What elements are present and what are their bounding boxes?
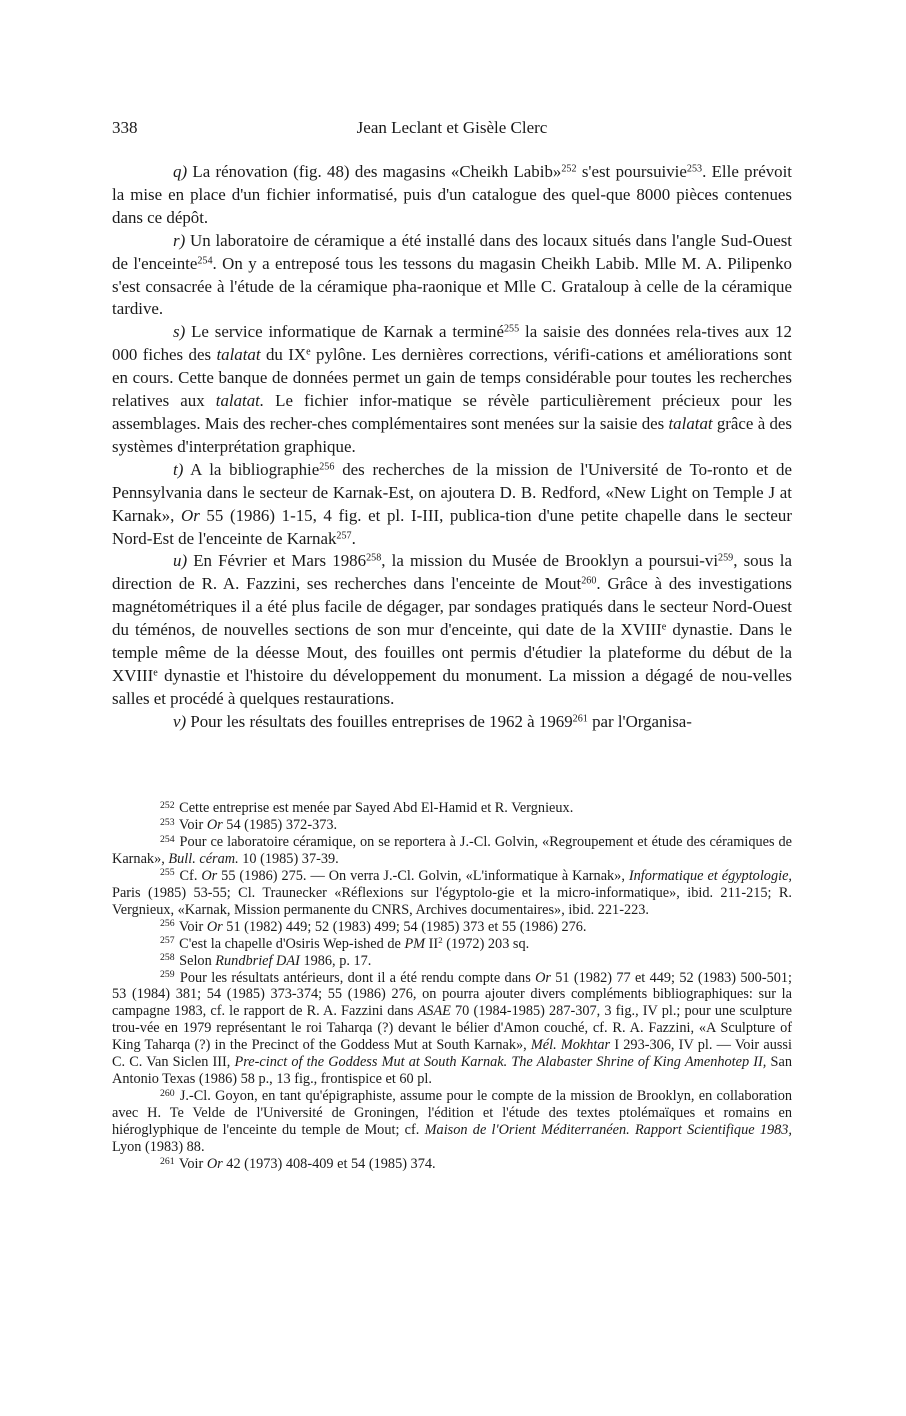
item-letter: q)	[173, 162, 188, 181]
footnote-257: $^{257}$ C'est la chapelle d'Osiris Wep-ished de PM $II^2$ (1972) 203 sq.	[160, 934, 530, 952]
footnote-260: $^{260}$ J.-Cl. Goyon, en tant qu'épigraphiste, assume pour le compte de la mission de Brooklyn, en collaboration avec H. Te Velde de l'Université de Groningen, l'édition et l'étude des textes ptolémaïques et romains en hiéroglyphique de l'enceinte du temple de Mout; cf. Maison de l'Orient Méditerranéen. Rapport Scientifique 1983, Lyon (1983) 88.	[112, 1087, 792, 1156]
item-letter: u)	[173, 551, 188, 571]
paragraph-s: s) Le service informatique de Karnak a terminé$^{255}$ la saisie des données rela-tives aux 12 000 fiches des talatat du IXe pylône. Les dernières corrections, vérifi-cations et améliorations sont en cours. Cette banque de données permet un gain de temps considérable pour toutes les recherches relatives aux talatat. Le fichier infor-matique se révèle particulièrement précieux pour les assemblages. Mais des recher-ches complémentaires sont menées sur la saisie des talatat grâce à des systèmes d'interprétation graphique.	[112, 322, 792, 456]
footnote-ref: 254	[197, 255, 213, 267]
main-text	[112, 161, 792, 734]
footnote-ref: 257	[336, 529, 352, 541]
page-number: 338	[112, 118, 138, 137]
footnote-254: $^{254}$ Pour ce laboratoire céramique, on se reportera à J.-Cl. Golvin, «Regroupement et étude des céramiques de Karnak», Bull. céram. 10 (1985) 37-39.	[112, 833, 792, 867]
footnote-ref: 259	[718, 552, 734, 564]
running-header	[112, 118, 792, 142]
paragraph-v: v) Pour les résultats des fouilles entreprises de 1962 à 1969$^{261}$ par l'Organisa-	[173, 711, 692, 731]
item-letter: s)	[173, 322, 186, 342]
item-letter: t)	[173, 459, 184, 479]
running-title: Jean Leclant et Gisèle Clerc	[356, 118, 548, 137]
footnotes	[112, 800, 792, 1173]
footnote-252: $^{252}$ Cette entreprise est menée par Sayed Abd El-Hamid et R. Vergnieux.	[160, 799, 574, 816]
paragraph-r: r) Un laboratoire de céramique a été installé dans des locaux situés dans l'angle Sud-Ouest de l'enceinte$^{254}$. On y a entreposé tous les tessons du magasin Cheikh Labib. Mlle M. A. Pilipenko s'est consacrée à l'étude de la céramique pha-raonique et Mlle C. Grataloup à celle de la céramique tardive.	[112, 230, 792, 319]
paragraph-t: t) A la bibliographie$^{256}$ des recherches de la mission de l'Université de To-ronto et de Pennsylvania dans le secteur de Karnak-Est, on ajoutera D. B. Redford, «New Light on Temple J at Karnak», Or 55 (1986) 1-15, 4 fig. et pl. I-III, publica-tion d'une petite chapelle dans le secteur Nord-Est de l'enceinte de Karnak$^{257}$.	[112, 459, 792, 548]
footnote-259: $^{259}$ Pour les résultats antérieurs, dont il a été rendu compte dans Or 51 (1982) 77 et 449; 52 (1983) 500-501; 53 (1984) 381; 54 (1985) 373-374; 55 (1986) 276, on pourra ajouter divers compléments bibliographiques: sur la campagne 1983, cf. le rapport de R. A. Fazzini dans ASAE 70 (1984-1985) 287-307, 3 fig., IV pl.; pour une sculpture trou-vée en 1979 représentant le roi Taharqa (?) devant le bélier d'Amon couché, cf. R. A. Fazzini, «A Sculpture of King Taharqa (?) in the Precinct of the Goddess Mut at South Karnak», Mél. Mokhtar I 293-306, IV pl. — Voir aussi C. C. Van Siclen III, Pre-cinct of the Goddess Mut at South Karnak. The Alabaster Shrine of King Amenhotep II, San Antonio Texas (1986) 58 p., 13 fig., frontispice et 60 pl.	[112, 969, 792, 1088]
footnote-256: $^{256}$ Voir Or 51 (1982) 449; 52 (1983) 499; 54 (1985) 373 et 55 (1986) 276.	[160, 918, 587, 935]
footnote-255: $^{255}$ Cf. Or 55 (1986) 275. — On verra J.-Cl. Golvin, «L'informatique à Karnak», Informatique et égyptologie, Paris (1985) 53-55; Cl. Traunecker «Réflexions sur l'égyptolo-gie et la micro-informatique», ibid. 211-215; R. Vergnieux, «Karnak, Mission permanente du CNRS, Archives documentaires», ibid. 221-223.	[112, 867, 792, 918]
item-letter: v)	[173, 711, 187, 731]
footnote-ref: 260	[581, 575, 597, 587]
footnote-ref: 258	[366, 552, 382, 564]
footnote-253: $^{253}$ Voir Or 54 (1985) 372-373.	[160, 816, 338, 833]
item-letter: r)	[173, 230, 186, 250]
footnote-ref: 256	[319, 461, 335, 473]
footnote-258: $^{258}$ Selon Rundbrief DAI 1986, p. 17.	[160, 952, 372, 969]
paragraph-q: q) La rénovation (fig. 48) des magasins «Cheikh Labib»$^{252}$ s'est poursuivie$^{253}$. Elle prévoit la mise en place d'un fichier informatisé, puis d'un catalogue des quel-que 8000 pièces contenues dans ce dépôt.	[112, 162, 792, 227]
footnote-ref: 252	[561, 163, 577, 175]
footnote-ref: 261	[572, 713, 588, 725]
footnote-ref: 255	[503, 323, 520, 335]
footnote-261: $^{261}$ Voir Or 42 (1973) 408-409 et 54 (1985) 374.	[160, 1155, 436, 1173]
footnote-ref: 253	[686, 163, 703, 175]
paragraph-u: u) En Février et Mars 1986$^{258}$, la mission du Musée de Brooklyn a poursui-$vi^{259}$, sous la direction de R. A. Fazzini, ses recherches dans l'enceinte de Mout$^{260}$. Grâce à des investigations magnétométriques il a été plus facile de dégager, par sondages pratiqués dans le secteur Nord-Ouest du téménos, de nouvelles sections de son mur d'enceinte, qui date de la XVIIIe dynastie. Dans le temple même de la déesse Mout, des fouilles ont permis d'étudier la plateforme du début de la XVIIIe dynastie et l'histoire du développement du monument. La mission a dégagé de nou-velles salles et procédé à quelques restaurations.	[112, 551, 792, 708]
